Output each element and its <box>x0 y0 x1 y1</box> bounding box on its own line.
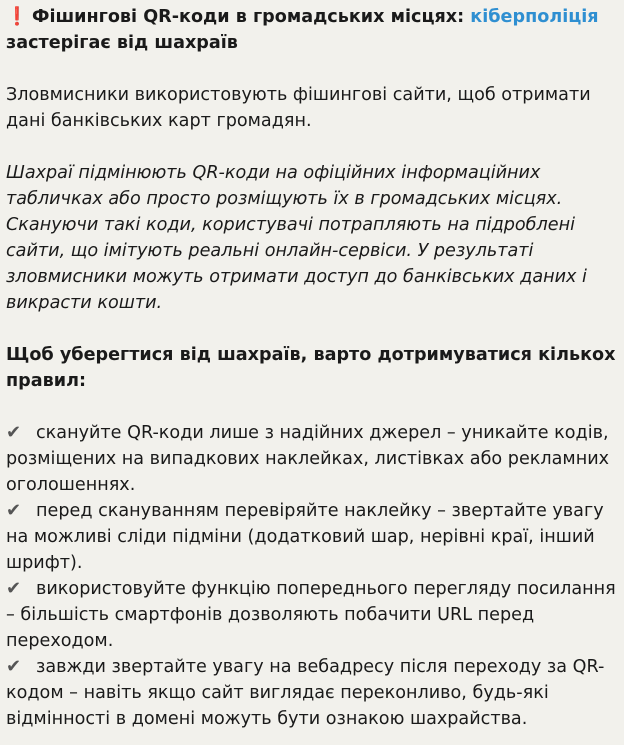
rule-text: завжди звертайте увагу на вебадресу після переходу за QR-кодом – навіть якщо сайт виглядає переконливо, будь-які відмінності в домені можуть бути ознакою шахрайства. <box>6 657 605 729</box>
rule-text: використовуйте функцію попереднього перегляду посилання – більшість смартфонів дозволяють побачити URL перед переходом. <box>6 579 616 651</box>
check-icon: ✔ <box>6 500 22 521</box>
rule-text: перед скануванням перевіряйте наклейку – звертайте увагу на можливі сліди підміни (додатковий шар, нерівні краї, інший шрифт). <box>6 501 604 573</box>
intro-paragraph: Зловмисники використовують фішингові сайти, щоб отримати дані банківських карт громадян. <box>6 85 591 131</box>
check-icon: ✔ <box>6 422 22 443</box>
headline-text: Фішингові QR-коди в громадських місцях: <box>32 7 471 27</box>
rule-text: скануйте QR-коди лише з надійних джерел – уникайте кодів, розміщених на випадкових наклейках, листівках або рекламних оголошеннях. <box>6 423 610 495</box>
list-item <box>6 498 618 576</box>
list-item <box>6 576 618 654</box>
italic-paragraph: Шахраї підмінюють QR-коди на офіційних інформаційних табличках або просто розміщують їх в громадських місцях. Скануючи такі коди, користувачі потрапляють на підроблені сайти, що імітують реальні онлайн-сервіси. У результаті зловмисники можуть отримати доступ до банківських даних і викрасти кошти. <box>6 163 587 313</box>
list-item <box>6 420 618 498</box>
rules-list <box>6 420 618 732</box>
rules-heading: Щоб уберегтися від шахраїв, варто дотримуватися кількох правил: <box>6 345 616 391</box>
check-icon: ✔ <box>6 578 22 599</box>
headline-rest: застерігає від шахраїв <box>6 33 238 53</box>
list-item <box>6 654 618 732</box>
headline <box>6 4 618 56</box>
check-icon: ✔ <box>6 656 22 677</box>
exclamation-icon: ❗ <box>6 7 28 27</box>
cyberpolice-link[interactable]: кіберполіція <box>470 7 599 27</box>
